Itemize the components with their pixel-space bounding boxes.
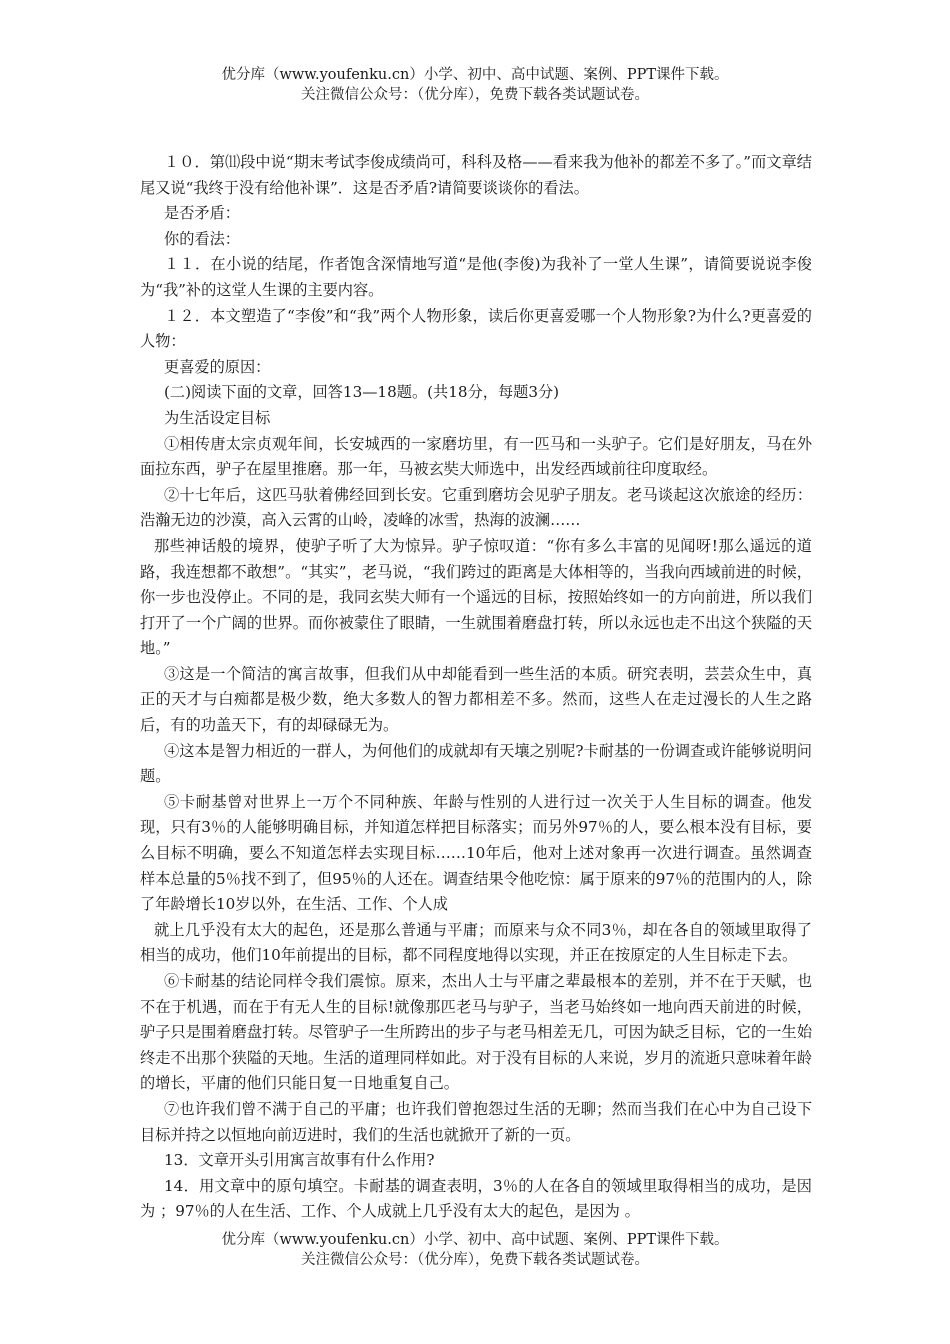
article-paragraph-6: ⑥卡耐基的结论同样令我们震惊。原来，杰出人士与平庸之辈最根本的差别，并不在于天赋，也不在于机遇，而在于有无人生的目标!就像那匹老马与驴子，当老马始终如一地向西天前进的时候，驴子只是围着磨盘打转。尽管驴子一生所跨出的步子与老马相差无几，可因为缺乏目标，它的一生始终走不出那个狭隘的天地。生活的道理同样如此。对于没有目标的人来说，岁月的流逝只意味着年龄的增长，平庸的他们只能日复一日地重复自己。 [140,972,812,1093]
page-footer [0,1230,950,1270]
article-paragraph-4: ④这本是智力相近的一群人，为何他们的成就却有天壤之别呢?卡耐基的一份调查或许能够说明问题。 [140,741,812,786]
footer-line-1: 优分库（www.youfenku.cn）小学、初中、高中试题、案例、PPT课件下载。 [221,1232,729,1248]
article-paragraph-2-continued: 那些神话般的境界，使驴子听了大为惊异。驴子惊叹道：“你有多么丰富的见闻呀!那么遥远的道路，我连想都不敢想”。“其实”，老马说，“我们跨过的距离是大体相等的，当我向西域前进的时候，你一步也没停止。不同的是，我同玄奘大师有一个遥远的目标，按照始终如一的方向前进，所以我们打开了一个广阔的世界。而你被蒙住了眼睛，一生就围着磨盘打转，所以永远也走不出这个狭隘的天地。” [140,536,812,658]
article-paragraph-7: ⑦也许我们曾不满于自己的平庸；也许我们曾抱怨过生活的无聊；然而当我们在心中为自己设下目标并持之以恒地向前迈进时，我们的生活也就掀开了新的一页。 [140,1099,812,1144]
article-paragraph-1: ①相传唐太宗贞观年间，长安城西的一家磨坊里，有一匹马和一头驴子。它们是好朋友，马在外面拉东西，驴子在屋里推磨。那一年，马被玄奘大师选中，出发经西域前往印度取经。 [140,434,812,479]
header-line-1: 优分库（www.youfenku.cn）小学、初中、高中试题、案例、PPT课件下载。 [221,67,729,83]
article-paragraph-2: ②十七年后，这匹马驮着佛经回到长安。它重到磨坊会见驴子朋友。老马谈起这次旅途的经历：浩瀚无边的沙漠，高入云霄的山岭，凌峰的冰雪，热海的波澜…… [140,485,812,530]
answer-label-opinion: 你的看法： [164,229,240,248]
answer-label-reason: 更喜爱的原因： [164,357,271,376]
question-12: １２．本文塑造了“李俊”和“我”两个人物形象，读后你更喜爱哪一个人物形象?为什么?更喜爱的人物： [140,306,812,351]
question-13: 13．文章开头引用寓言故事有什么作用? [164,1151,435,1170]
article-title: 为生活设定目标 [164,408,271,427]
answer-label-contradiction: 是否矛盾： [164,204,240,223]
article-paragraph-5-continued: 就上几乎没有太大的起色，还是那么普通与平庸；而原来与众不同3％，却在各自的领域里取得了相当的成功，他们10年前提出的目标，都不同程度地得以实现，并正在按原定的人生目标走下去。 [140,920,812,965]
question-10: １０．第⑾段中说“期末考试李俊成绩尚可，科科及格——看来我为他补的都差不多了。”而文章结尾又说“我终于没有给他补课”．这是否矛盾?请简要谈谈你的看法。 [140,153,812,197]
question-14: 14．用文章中的原句填空。卡耐基的调查表明，3％的人在各自的领域里取得相当的成功，是因为 ；97％的人在生活、工作、个人成就上几乎没有太大的起色，是因为 。 [140,1176,812,1221]
header-line-2: 关注微信公众号：（优分库），免费下载各类试题试卷。 [301,87,649,103]
question-11: １１．在小说的结尾，作者饱含深情地写道“是他(李俊)为我补了一堂人生课”，请简要说说李俊为“我”补的这堂人生课的主要内容。 [140,255,812,299]
page-header [0,65,950,105]
article-paragraph-5: ⑤卡耐基曾对世界上一万个不同种族、年龄与性别的人进行过一次关于人生目标的调查。他发现，只有3％的人能够明确目标，并知道怎样把目标落实；而另外97％的人，要么根本没有目标，要么目标不明确，要么不知道怎样去实现目标……10年后，他对上述对象再一次进行调查。虽然调查样本总量的5％找不到了，但95％的人还在。调查结果令他吃惊：属于原来的97％的范围内的人，除了年龄增长10岁以外，在生活、工作、个人成 [140,792,812,914]
article-paragraph-3: ③这是一个简洁的寓言故事，但我们从中却能看到一些生活的本质。研究表明，芸芸众生中，真正的天才与白痴都是极少数，绝大多数人的智力都相差不多。然而，这些人在走过漫长的人生之路后，有的功盖天下，有的却碌碌无为。 [140,664,812,735]
document-body [140,150,812,1225]
footer-line-2: 关注微信公众号：（优分库），免费下载各类试题试卷。 [301,1252,649,1268]
section-instruction: (二)阅读下面的文章，回答13—18题。(共18分，每题3分) [164,383,560,402]
